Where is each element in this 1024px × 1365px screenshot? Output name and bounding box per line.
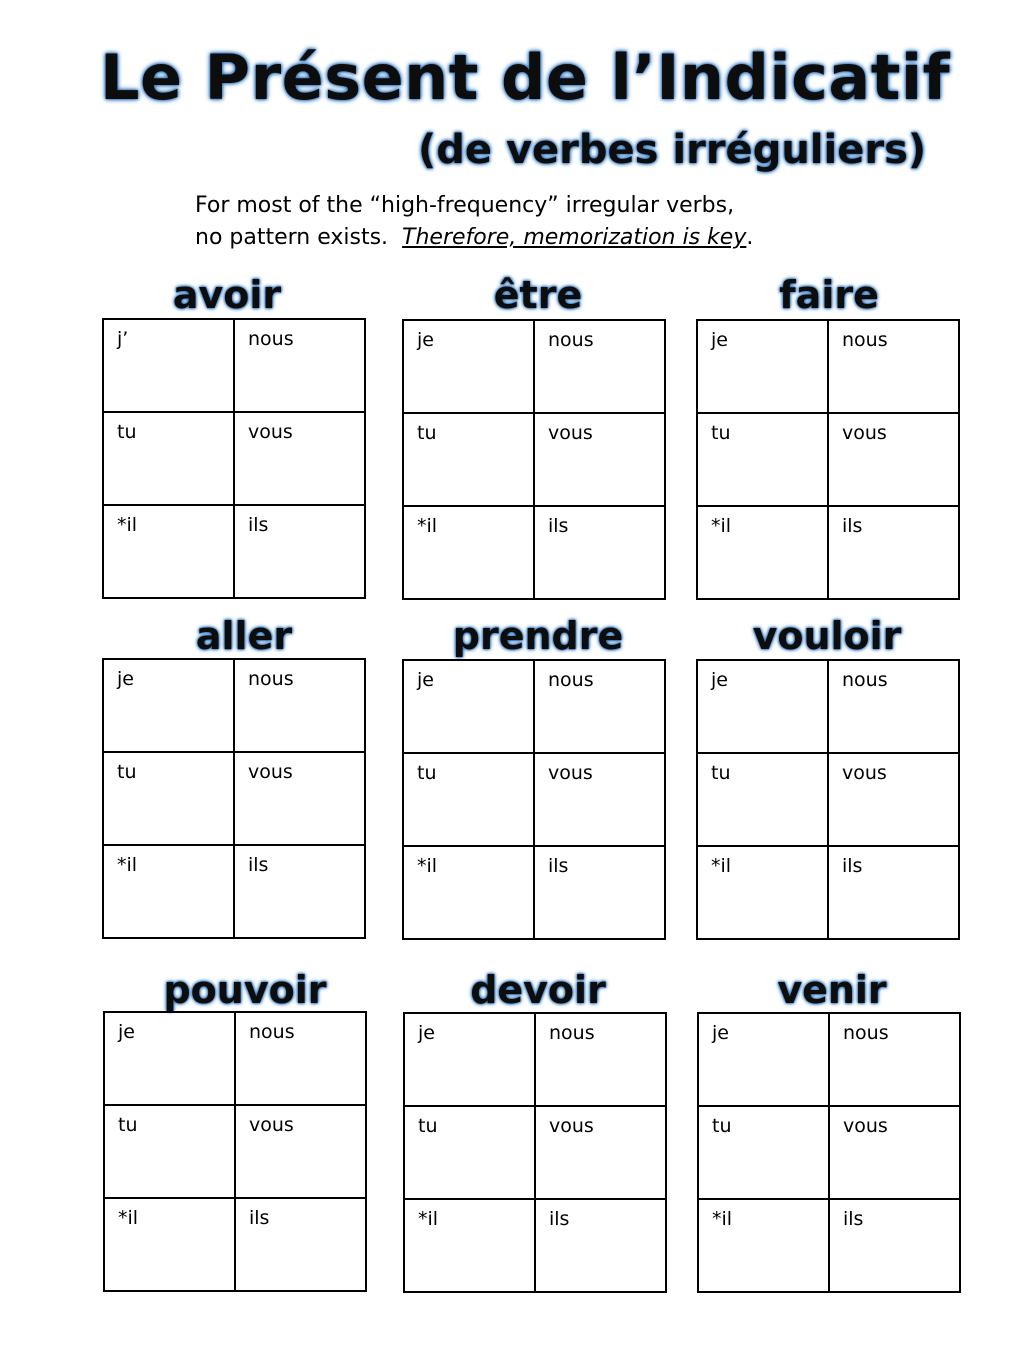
cell-ils[interactable]: ils — [534, 506, 665, 599]
cell-vous[interactable]: vous — [235, 1105, 366, 1198]
conjugation-table-vouloir — [696, 659, 960, 940]
cell-je[interactable]: je — [404, 1013, 535, 1106]
cell-vous[interactable]: vous — [534, 413, 665, 506]
cell-vous[interactable]: vous — [534, 753, 665, 846]
verb-heading-venir: venir — [777, 968, 887, 1012]
verb-heading-vouloir: vouloir — [752, 614, 902, 658]
cell-ils[interactable]: ils — [234, 505, 365, 598]
cell-il[interactable]: *il — [698, 1199, 829, 1292]
cell-il[interactable]: *il — [403, 846, 534, 939]
verb-heading-prendre: prendre — [452, 614, 624, 658]
intro-line-2-end: . — [746, 225, 754, 250]
conjugation-table-venir — [697, 1012, 961, 1293]
verb-heading-pouvoir: pouvoir — [163, 968, 327, 1012]
intro-line-1: For most of the “high-frequency” irregular verbs, — [195, 193, 735, 218]
cell-tu[interactable]: tu — [103, 412, 234, 505]
cell-tu[interactable]: tu — [698, 1106, 829, 1199]
verb-heading-aller: aller — [195, 614, 293, 658]
intro-line-2-text: no pattern exists. — [195, 225, 403, 250]
verb-heading-faire: faire — [779, 273, 879, 317]
cell-nous[interactable]: nous — [828, 660, 959, 753]
intro-line-2 — [195, 222, 753, 254]
conjugation-table-pouvoir — [103, 1011, 367, 1292]
cell-je[interactable]: je — [697, 320, 828, 413]
cell-ils[interactable]: ils — [234, 845, 365, 938]
cell-vous[interactable]: vous — [234, 752, 365, 845]
conjugation-table-aller — [102, 658, 366, 939]
cell-nous[interactable]: nous — [535, 1013, 666, 1106]
cell-tu[interactable]: tu — [403, 753, 534, 846]
cell-nous[interactable]: nous — [534, 320, 665, 413]
cell-nous[interactable]: nous — [235, 1012, 366, 1105]
cell-tu[interactable]: tu — [697, 753, 828, 846]
verb-heading-avoir: avoir — [172, 273, 282, 317]
cell-nous[interactable]: nous — [534, 660, 665, 753]
cell-tu[interactable]: tu — [403, 413, 534, 506]
cell-vous[interactable]: vous — [829, 1106, 960, 1199]
conjugation-table-etre — [402, 319, 666, 600]
page-subtitle: (de verbes irréguliers) — [418, 127, 927, 173]
cell-vous[interactable]: vous — [234, 412, 365, 505]
cell-je[interactable]: je — [697, 660, 828, 753]
conjugation-table-prendre — [402, 659, 666, 940]
cell-ils[interactable]: ils — [235, 1198, 366, 1291]
cell-vous[interactable]: vous — [535, 1106, 666, 1199]
cell-vous[interactable]: vous — [828, 413, 959, 506]
cell-ils[interactable]: ils — [829, 1199, 960, 1292]
verb-heading-devoir: devoir — [470, 968, 606, 1012]
intro-key-phrase: Therefore, memorization is key — [402, 225, 747, 250]
cell-tu[interactable]: tu — [103, 752, 234, 845]
cell-il[interactable]: *il — [103, 505, 234, 598]
cell-ils[interactable]: ils — [535, 1199, 666, 1292]
cell-je[interactable]: je — [698, 1013, 829, 1106]
cell-il[interactable]: *il — [103, 845, 234, 938]
cell-je[interactable]: je — [403, 660, 534, 753]
cell-nous[interactable]: nous — [829, 1013, 960, 1106]
cell-ils[interactable]: ils — [828, 846, 959, 939]
conjugation-table-faire — [696, 319, 960, 600]
cell-il[interactable]: *il — [104, 1198, 235, 1291]
conjugation-table-avoir — [102, 318, 366, 599]
cell-ils[interactable]: ils — [534, 846, 665, 939]
conjugation-table-devoir — [403, 1012, 667, 1293]
cell-il[interactable]: *il — [404, 1199, 535, 1292]
cell-il[interactable]: *il — [403, 506, 534, 599]
intro-text — [195, 190, 753, 254]
cell-nous[interactable]: nous — [828, 320, 959, 413]
cell-tu[interactable]: tu — [104, 1105, 235, 1198]
cell-nous[interactable]: nous — [234, 319, 365, 412]
cell-je[interactable]: je — [403, 320, 534, 413]
cell-ils[interactable]: ils — [828, 506, 959, 599]
verb-heading-etre: être — [493, 273, 583, 317]
cell-je[interactable]: je — [104, 1012, 235, 1105]
cell-il[interactable]: *il — [697, 506, 828, 599]
cell-tu[interactable]: tu — [697, 413, 828, 506]
cell-je[interactable]: j’ — [103, 319, 234, 412]
cell-il[interactable]: *il — [697, 846, 828, 939]
cell-je[interactable]: je — [103, 659, 234, 752]
cell-tu[interactable]: tu — [404, 1106, 535, 1199]
page-title: Le Présent de l’Indicatif — [100, 41, 951, 114]
cell-nous[interactable]: nous — [234, 659, 365, 752]
cell-vous[interactable]: vous — [828, 753, 959, 846]
